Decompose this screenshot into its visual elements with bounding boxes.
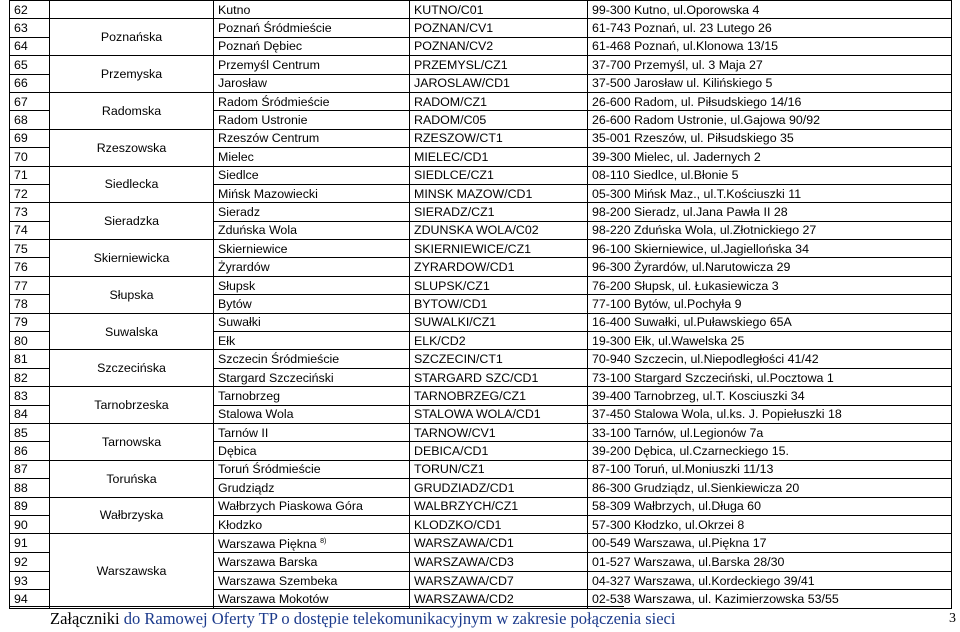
exchange-address: 86-300 Grudziądz, ul.Sienkiewicza 20 xyxy=(588,479,952,497)
table-row xyxy=(10,129,952,147)
exchange-code: WARSZAWA/CD1 xyxy=(410,534,588,553)
region-cell: Toruńska xyxy=(50,460,214,497)
table-row xyxy=(10,423,952,441)
row-number: 78 xyxy=(10,295,50,313)
exchange-name: Słupsk xyxy=(218,278,256,293)
row-number: 66 xyxy=(10,74,50,92)
row-number: 73 xyxy=(10,203,50,221)
exchange-code: MINSK MAZOW/CD1 xyxy=(410,184,588,202)
table-row xyxy=(10,166,952,184)
row-number: 80 xyxy=(10,332,50,350)
row-number: 63 xyxy=(10,19,50,37)
exchange-name-cell xyxy=(214,332,410,350)
exchange-address: 08-110 Siedlce, ul.Błonie 5 xyxy=(588,166,952,184)
footnote-marker: 8) xyxy=(320,538,327,546)
region-cell: Przemyska xyxy=(50,56,214,93)
exchange-code: SZCZECIN/CT1 xyxy=(410,350,588,368)
row-number: 89 xyxy=(10,497,50,515)
exchange-name-cell xyxy=(214,92,410,110)
exchange-name: Sieradz xyxy=(218,204,261,219)
exchange-address: 39-400 Tarnobrzeg, ul.T. Kosciuszki 34 xyxy=(588,387,952,405)
table-row xyxy=(10,497,952,515)
exchange-code: SIERADZ/CZ1 xyxy=(410,203,588,221)
row-number: 65 xyxy=(10,56,50,74)
exchange-name: Grudziądz xyxy=(218,480,275,495)
exchange-code: GRUDZIADZ/CD1 xyxy=(410,479,588,497)
row-number: 76 xyxy=(10,258,50,276)
row-number: 67 xyxy=(10,92,50,110)
exchange-address: 96-100 Skierniewice, ul.Jagiellońska 34 xyxy=(588,240,952,258)
exchange-code: ZYRARDOW/CD1 xyxy=(410,258,588,276)
exchange-name: Warszawa Szembeka xyxy=(218,573,338,588)
table-row xyxy=(10,1,952,19)
exchange-name: Kłodzko xyxy=(218,517,263,532)
exchange-address: 87-100 Toruń, ul.Moniuszki 11/13 xyxy=(588,460,952,478)
row-number: 64 xyxy=(10,37,50,55)
exchange-code: TORUN/CZ1 xyxy=(410,460,588,478)
region-cell: Poznańska xyxy=(50,19,214,56)
exchange-code: RADOM/CZ1 xyxy=(410,92,588,110)
exchange-address: 05-300 Mińsk Maz., ul.T.Kościuszki 11 xyxy=(588,184,952,202)
exchange-code: POZNAN/CV1 xyxy=(410,19,588,37)
exchange-address: 57-300 Kłodzko, ul.Okrzei 8 xyxy=(588,515,952,533)
exchange-address: 58-309 Wałbrzych, ul.Długa 60 xyxy=(588,497,952,515)
exchange-name-cell xyxy=(214,56,410,74)
exchange-code: KLODZKO/CD1 xyxy=(410,515,588,533)
exchange-address: 26-600 Radom, ul. Piłsudskiego 14/16 xyxy=(588,92,952,110)
exchange-address: 37-450 Stalowa Wola, ul.ks. J. Popiełuszki 18 xyxy=(588,405,952,423)
exchange-name: Jarosław xyxy=(218,76,267,91)
table-row xyxy=(10,276,952,294)
row-number: 88 xyxy=(10,479,50,497)
table-row xyxy=(10,240,952,258)
exchange-table xyxy=(9,0,952,609)
exchange-name: Mińsk Mazowiecki xyxy=(218,186,318,201)
region-cell: Sieradzka xyxy=(50,203,214,240)
exchange-name: Poznań Dębiec xyxy=(218,39,303,54)
exchange-name-cell xyxy=(214,240,410,258)
region-cell: Suwalska xyxy=(50,313,214,350)
exchange-name: Poznań Śródmieście xyxy=(218,21,332,36)
exchange-address: 26-600 Radom Ustronie, ul.Gajowa 90/92 xyxy=(588,111,952,129)
row-number: 91 xyxy=(10,534,50,553)
exchange-name-cell xyxy=(214,276,410,294)
row-number: 69 xyxy=(10,129,50,147)
exchange-code: WARSZAWA/CD3 xyxy=(410,553,588,571)
exchange-address: 61-468 Poznań, ul.Klonowa 13/15 xyxy=(588,37,952,55)
region-cell: Tarnobrzeska xyxy=(50,387,214,424)
exchange-name: Ełk xyxy=(218,333,236,348)
exchange-name-cell xyxy=(214,258,410,276)
exchange-name: Przemyśl Centrum xyxy=(218,57,320,72)
exchange-code: KUTNO/C01 xyxy=(410,1,588,19)
exchange-name: Tarnobrzeg xyxy=(218,388,280,403)
region-cell: Siedlecka xyxy=(50,166,214,203)
exchange-name: Mielec xyxy=(218,149,254,164)
exchange-name: Zduńska Wola xyxy=(218,223,297,238)
exchange-name-cell xyxy=(214,111,410,129)
exchange-code: WALBRZYCH/CZ1 xyxy=(410,497,588,515)
region-cell: Radomska xyxy=(50,92,214,129)
exchange-code: POZNAN/CV2 xyxy=(410,37,588,55)
exchange-address: 37-500 Jarosław ul. Kilińskiego 5 xyxy=(588,74,952,92)
row-number: 84 xyxy=(10,405,50,423)
exchange-code: SLUPSK/CZ1 xyxy=(410,276,588,294)
exchange-code: JAROSLAW/CD1 xyxy=(410,74,588,92)
exchange-code: SIEDLCE/CZ1 xyxy=(410,166,588,184)
exchange-address: 98-200 Sieradz, ul.Jana Pawła II 28 xyxy=(588,203,952,221)
row-number: 81 xyxy=(10,350,50,368)
exchange-name-cell xyxy=(214,442,410,460)
exchange-name: Tarnów II xyxy=(218,425,269,440)
table-row xyxy=(10,56,952,74)
exchange-address: 39-200 Dębica, ul.Czarneckiego 15. xyxy=(588,442,952,460)
exchange-code: TARNOW/CV1 xyxy=(410,423,588,441)
row-number: 92 xyxy=(10,553,50,571)
table-row xyxy=(10,460,952,478)
region-cell xyxy=(50,1,214,19)
exchange-name-cell xyxy=(214,37,410,55)
row-number: 62 xyxy=(10,1,50,19)
exchange-address: 96-300 Żyrardów, ul.Narutowicza 29 xyxy=(588,258,952,276)
exchange-table-body xyxy=(10,1,952,609)
exchange-name: Warszawa Barska xyxy=(218,555,318,570)
exchange-name-cell xyxy=(214,479,410,497)
footer-text-part1: Załączniki xyxy=(50,609,124,628)
region-cell: Wałbrzyska xyxy=(50,497,214,534)
exchange-name: Kutno xyxy=(218,2,251,17)
region-cell: Słupska xyxy=(50,276,214,313)
table-row xyxy=(10,203,952,221)
table-row xyxy=(10,534,952,553)
region-cell: Skierniewicka xyxy=(50,240,214,277)
region-cell: Tarnowska xyxy=(50,423,214,460)
exchange-name: Radom Ustronie xyxy=(218,113,308,128)
exchange-name-cell xyxy=(214,460,410,478)
exchange-name-cell xyxy=(214,553,410,571)
exchange-address: 04-327 Warszawa, ul.Kordeckiego 39/41 xyxy=(588,571,952,589)
exchange-name-cell xyxy=(214,166,410,184)
exchange-address: 16-400 Suwałki, ul.Puławskiego 65A xyxy=(588,313,952,331)
row-number: 86 xyxy=(10,442,50,460)
exchange-name-cell xyxy=(214,221,410,239)
exchange-address: 98-220 Zduńska Wola, ul.Złotnickiego 27 xyxy=(588,221,952,239)
exchange-code: DEBICA/CD1 xyxy=(410,442,588,460)
table-row xyxy=(10,92,952,110)
region-cell: Szczecińska xyxy=(50,350,214,387)
exchange-name-cell xyxy=(214,515,410,533)
footer-text-part2: do Ramowej Oferty TP o dostępie telekomunikacyjnym w zakresie połączenia sieci xyxy=(123,609,676,628)
footer-text xyxy=(50,609,675,629)
exchange-name-cell xyxy=(214,19,410,37)
exchange-name: Radom Śródmieście xyxy=(218,94,330,109)
exchange-name: Bytów xyxy=(218,296,252,311)
exchange-code: WARSZAWA/CD7 xyxy=(410,571,588,589)
row-number: 71 xyxy=(10,166,50,184)
exchange-name: Stargard Szczeciński xyxy=(218,370,334,385)
exchange-address: 99-300 Kutno, ul.Oporowska 4 xyxy=(588,1,952,19)
exchange-name: Skierniewice xyxy=(218,241,288,256)
row-number: 68 xyxy=(10,111,50,129)
exchange-name: Stalowa Wola xyxy=(218,407,294,422)
exchange-code: BYTOW/CD1 xyxy=(410,295,588,313)
row-number: 82 xyxy=(10,368,50,386)
exchange-name-cell xyxy=(214,405,410,423)
region-cell: Warszawska xyxy=(50,534,214,608)
table-row xyxy=(10,313,952,331)
exchange-code: TARNOBRZEG/CZ1 xyxy=(410,387,588,405)
exchange-code: STALOWA WOLA/CD1 xyxy=(410,405,588,423)
exchange-address: 70-940 Szczecin, ul.Niepodległości 41/42 xyxy=(588,350,952,368)
exchange-name-cell xyxy=(214,295,410,313)
exchange-code: ZDUNSKA WOLA/C02 xyxy=(410,221,588,239)
exchange-address: 61-743 Poznań, ul. 23 Lutego 26 xyxy=(588,19,952,37)
exchange-name-cell xyxy=(214,129,410,147)
exchange-name: Żyrardów xyxy=(218,260,270,275)
exchange-name-cell xyxy=(214,1,410,19)
region-cell: Rzeszowska xyxy=(50,129,214,166)
table-row xyxy=(10,350,952,368)
exchange-name: Rzeszów Centrum xyxy=(218,131,320,146)
exchange-name: Szczecin Śródmieście xyxy=(218,352,340,367)
row-number: 79 xyxy=(10,313,50,331)
exchange-name: Warszawa Piękna xyxy=(218,537,317,552)
exchange-name-cell xyxy=(214,184,410,202)
exchange-code: STARGARD SZC/CD1 xyxy=(410,368,588,386)
exchange-code: SKIERNIEWICE/CZ1 xyxy=(410,240,588,258)
exchange-name-cell xyxy=(214,497,410,515)
exchange-address: 01-527 Warszawa, ul.Barska 28/30 xyxy=(588,553,952,571)
row-number: 72 xyxy=(10,184,50,202)
exchange-code: MIELEC/CD1 xyxy=(410,148,588,166)
exchange-address: 00-549 Warszawa, ul.Piękna 17 xyxy=(588,534,952,553)
exchange-address: 02-538 Warszawa, ul. Kazimierzowska 53/55 xyxy=(588,590,952,608)
exchange-name: Suwałki xyxy=(218,315,261,330)
exchange-name-cell xyxy=(214,148,410,166)
page-number: 3 xyxy=(949,611,956,626)
exchange-code: PRZEMYSL/CZ1 xyxy=(410,56,588,74)
exchange-code: WARSZAWA/CD2 xyxy=(410,590,588,608)
exchange-code: SUWALKI/CZ1 xyxy=(410,313,588,331)
exchange-name-cell xyxy=(214,313,410,331)
exchange-name-cell xyxy=(214,534,410,553)
exchange-code: RADOM/C05 xyxy=(410,111,588,129)
exchange-address: 77-100 Bytów, ul.Pochyła 9 xyxy=(588,295,952,313)
table-row xyxy=(10,19,952,37)
exchange-name-cell xyxy=(214,571,410,589)
exchange-address: 76-200 Słupsk, ul. Łukasiewicza 3 xyxy=(588,276,952,294)
exchange-name: Toruń Śródmieście xyxy=(218,462,321,477)
exchange-name: Dębica xyxy=(218,444,257,459)
exchange-name: Wałbrzych Piaskowa Góra xyxy=(218,499,363,514)
exchange-address: 33-100 Tarnów, ul.Legionów 7a xyxy=(588,423,952,441)
exchange-name-cell xyxy=(214,203,410,221)
row-number: 75 xyxy=(10,240,50,258)
row-number: 74 xyxy=(10,221,50,239)
row-number: 85 xyxy=(10,423,50,441)
row-number: 70 xyxy=(10,148,50,166)
row-number: 90 xyxy=(10,515,50,533)
footer-rule xyxy=(9,606,624,607)
row-number: 93 xyxy=(10,571,50,589)
exchange-name: Siedlce xyxy=(218,168,259,183)
row-number: 77 xyxy=(10,276,50,294)
exchange-name-cell xyxy=(214,368,410,386)
exchange-name-cell xyxy=(214,350,410,368)
exchange-address: 37-700 Przemyśl, ul. 3 Maja 27 xyxy=(588,56,952,74)
exchange-code: RZESZOW/CT1 xyxy=(410,129,588,147)
exchange-name-cell xyxy=(214,423,410,441)
exchange-code: ELK/CD2 xyxy=(410,332,588,350)
exchange-address: 35-001 Rzeszów, ul. Piłsudskiego 35 xyxy=(588,129,952,147)
exchange-name-cell xyxy=(214,74,410,92)
exchange-address: 19-300 Ełk, ul.Wawelska 25 xyxy=(588,332,952,350)
exchange-name-cell xyxy=(214,387,410,405)
row-number: 87 xyxy=(10,460,50,478)
exchange-name: Warszawa Mokotów xyxy=(218,591,329,606)
row-number: 83 xyxy=(10,387,50,405)
table-row xyxy=(10,387,952,405)
exchange-address: 39-300 Mielec, ul. Jadernych 2 xyxy=(588,148,952,166)
exchange-address: 73-100 Stargard Szczeciński, ul.Pocztowa 1 xyxy=(588,368,952,386)
row-number: 94 xyxy=(10,590,50,608)
